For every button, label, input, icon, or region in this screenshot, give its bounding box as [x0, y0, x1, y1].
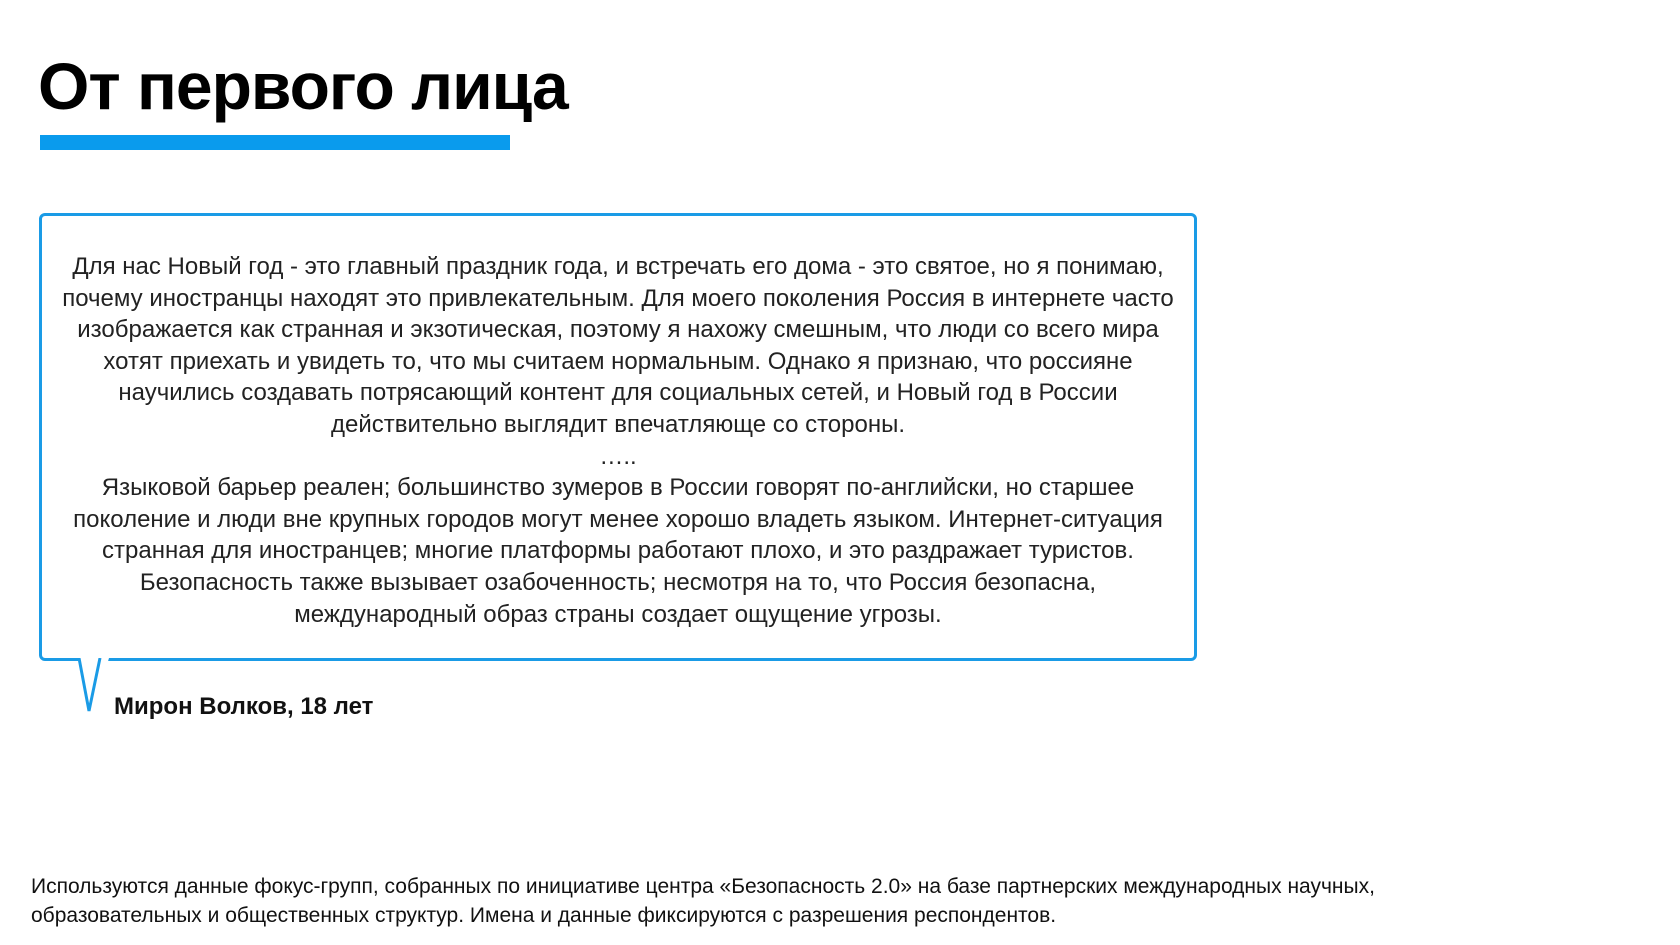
- slide-title: От первого лица: [38, 49, 568, 123]
- quote-text: Для нас Новый год - это главный праздник года, и встречать его дома - это святое, но я понимаю, почему иностранцы находят это привлекательным. Для моего поколения Россия в интернете часто изображается как странная и экзотическая, поэтому я нахожу смешным, что люди со всего мира хотят приехать и увидеть то, что мы считаем нормальным. Однако я признаю, что россияне научились создавать потрясающий контент для социальных сетей, и Новый год в России действительно выглядит впечатляюще со стороны. ….. Языковой барьер реален; большинство зумеров в России говорят по-английски, но старшее поколение и люди вне крупных городов могут менее хорошо владеть языком. Интернет-ситуация странная для иностранцев; многие платформы работают плохо, и это раздражает туристов. Безопасность также вызывает озабоченность; несмотря на то, что Россия безопасна, международный образ страны создает ощущение угрозы.: [62, 253, 1174, 628]
- title-underline: [40, 135, 510, 150]
- quote-author: Мирон Волков, 18 лет: [114, 693, 374, 720]
- quote-bubble: [39, 213, 1197, 661]
- footnote: Используются данные фокус-групп, собранных по инициативе центра «Безопасность 2.0» на базе партнерских международных научных, образовательных и общественных структур. Имена и данные фиксируются с разрешения респондентов.: [31, 875, 1375, 927]
- speech-bubble-tail: [78, 658, 110, 714]
